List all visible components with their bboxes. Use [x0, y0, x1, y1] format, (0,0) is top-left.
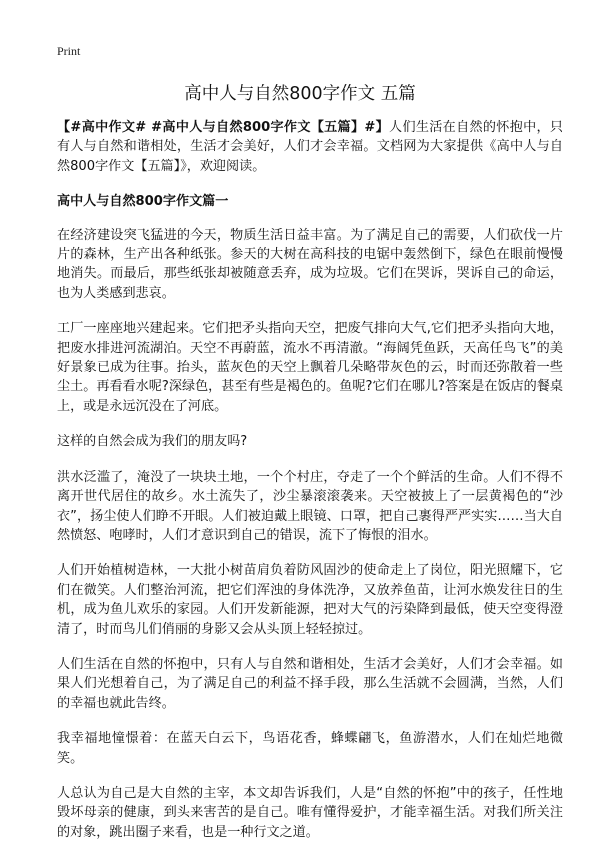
section-heading: 高中人与自然800字作文篇一 [57, 194, 229, 210]
body-paragraph-3: 这样的自然会成为我们的朋友吗? [57, 434, 248, 450]
body-paragraph-4: 洪水泛滥了，淹没了一块块土地，一个个村庄，夺走了一个个鲜活的生命。人们不得不离开世代居住的故乡。水土流失了，沙尘暴滚滚袭来。天空被披上了一层黄褐色的“沙衣”，扬尘使人们睁不开眼。人们被迫戴上眼镜、口罩，把自己裹得严严实实……当大自然愤怒、咆哮时，人们才意识到自己的错误，流下了悔恨的泪水。 [57, 469, 563, 543]
body-paragraph-8: 人总认为自己是大自然的主宰，本文却告诉我们，人是“自然的怀抱”中的孩子，任性地毁坏母亲的健康，到头来害苦的是自己。唯有懂得爱护，才能幸福生活。对我们所关注的对象，跳出圈子来看，也是一种行文之道。 [57, 785, 563, 840]
body-paragraph-7: 我幸福地憧憬着：在蓝天白云下，鸟语花香，蜂蝶翩飞，鱼游潜水，人们在灿烂地微笑。 [57, 731, 563, 766]
intro-tag: 【#高中作文# #高中人与自然800字作文【五篇】#】 [57, 120, 390, 135]
document-title: 高中人与自然800字作文 五篇 [184, 84, 416, 104]
body-paragraph-6: 人们生活在自然的怀抱中，只有人与自然和谐相处，生活才会美好，人们才会幸福。如果人们光想着自己，为了满足自己的利益不择手段，那么生活就不会圆满，当然，人们的幸福也就此告终。 [57, 656, 563, 711]
print-label[interactable]: Print [57, 44, 81, 58]
body-paragraph-1: 在经济建设突飞猛进的今天，物质生活日益丰富。为了满足自己的需要，人们砍伐一片片的森林，生产出各种纸张。参天的大树在高科技的电锯中轰然倒下，绿色在眼前慢慢地消失。而最后，那些纸张却被随意丢弃，成为垃圾。它们在哭诉，哭诉自己的命运，也为人类感到悲哀。 [57, 227, 563, 301]
body-paragraph-2: 工厂一座座地兴建起来。它们把矛头指向天空，把废气排向大气,它们把矛头指向大地，把废水排进河流湖泊。天空不再蔚蓝，流水不再清澈。“海阔凭鱼跃，天高任鸟飞”的美好景象已成为往事。抬头，蓝灰色的天空上飘着几朵略带灰色的云，时而还弥散着一些尘土。再看看水呢?深绿色，甚至有些是褐色的。鱼呢?它们在哪儿?答案是在饭店的餐桌上，或是永远沉没在了河底。 [57, 321, 563, 414]
document-body [57, 118, 563, 858]
intro-paragraph [57, 118, 563, 176]
intro-text: 人们生活在自然的怀抱中，只有人与自然和谐相处，生活才会美好，人们才会幸福。文档网为大家提供《高中人与自然800字作文【五篇】》，欢迎阅读。 [57, 120, 564, 174]
body-paragraph-5: 人们开始植树造林，一大批小树苗肩负着防风固沙的使命走上了岗位，阳光照耀下，它们在微笑。人们整治河流，把它们浑浊的身体洗净，又放养鱼苗，让河水焕发往日的生机，成为鱼儿欢乐的家园。人们开发新能源，把对大气的污染降到最低，使天空变得澄清了，时而鸟儿们俏丽的身影又会从头顶上轻轻掠过。 [57, 563, 563, 637]
